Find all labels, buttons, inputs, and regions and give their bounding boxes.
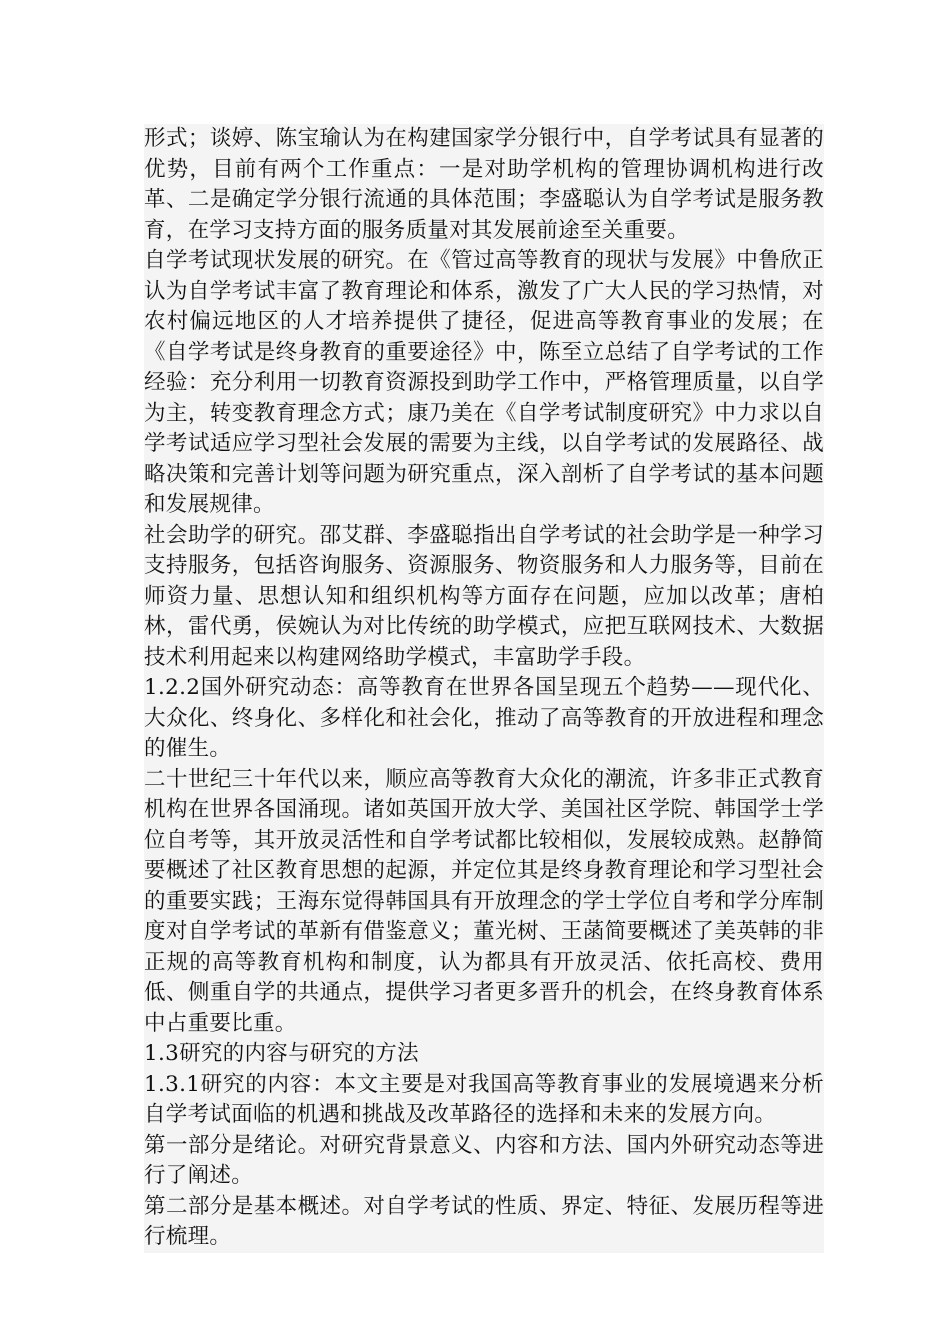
paragraph-social-assistance: 社会助学的研究。邵艾群、李盛聪指出自学考试的社会助学是一种学习支持服务，包括咨询服务、资源服务、物资服务和人力服务等，目前在师资力量、思想认知和组织机构等方面存在问题，应加以改革；唐柏林，雷代勇，侯婉认为对比传统的助学模式，应把互联网技术、大数据技术利用起来以构建网络助学模式，丰富助学手段。 xyxy=(144,521,824,674)
section-heading-1-3: 1.3研究的内容与研究的方法 xyxy=(144,1039,824,1070)
paragraph-part-two: 第二部分是基本概述。对自学考试的性质、界定、特征、发展历程等进行梳理。 xyxy=(144,1192,824,1253)
paragraph-current-development: 自学考试现状发展的研究。在《管过高等教育的现状与发展》中鲁欣正认为自学考试丰富了教育理论和体系，激发了广大人民的学习热情，对农村偏远地区的人才培养提供了捷径，促进高等教育事业的发展；在《自学考试是终身教育的重要途径》中，陈至立总结了自学考试的工作经验：充分利用一切教育资源投到助学工作中，严格管理质量，以自学为主，转变教育理念方式；康乃美在《自学考试制度研究》中力求以自学考试适应学习型社会发展的需要为主线，以自学考试的发展路径、战略决策和完善计划等问题为研究重点，深入剖析了自学考试的基本问题和发展规律。 xyxy=(144,246,824,521)
paragraph-foreign-research: 1.2.2国外研究动态：高等教育在世界各国呈现五个趋势——现代化、大众化、终身化、多样化和社会化，推动了高等教育的开放进程和理念的催生。 xyxy=(144,673,824,765)
document-body xyxy=(144,124,824,1253)
paragraph-nonformal-institutions: 二十世纪三十年代以来，顺应高等教育大众化的潮流，许多非正式教育机构在世界各国涌现。诸如英国开放大学、美国社区学院、韩国学士学位自考等，其开放灵活性和自学考试都比较相似，发展较成熟。赵静简要概述了社区教育思想的起源，并定位其是终身教育理论和学习型社会的重要实践；王海东觉得韩国具有开放理念的学士学位自考和学分库制度对自学考试的革新有借鉴意义；董光树、王菡简要概述了美英韩的非正规的高等教育机构和制度，认为都具有开放灵活、依托高校、费用低、侧重自学的共通点，提供学习者更多晋升的机会，在终身教育体系中占重要比重。 xyxy=(144,765,824,1040)
paragraph-part-one: 第一部分是绪论。对研究背景意义、内容和方法、国内外研究动态等进行了阐述。 xyxy=(144,1131,824,1192)
paragraph-research-content: 1.3.1研究的内容：本文主要是对我国高等教育事业的发展境遇来分析自学考试面临的机遇和挑战及改革路径的选择和未来的发展方向。 xyxy=(144,1070,824,1131)
paragraph-credit-bank: 形式；谈婷、陈宝瑜认为在构建国家学分银行中，自学考试具有显著的优势，目前有两个工作重点：一是对助学机构的管理协调机构进行改革、二是确定学分银行流通的具体范围；李盛聪认为自学考试是服务教育，在学习支持方面的服务质量对其发展前途至关重要。 xyxy=(144,124,824,246)
